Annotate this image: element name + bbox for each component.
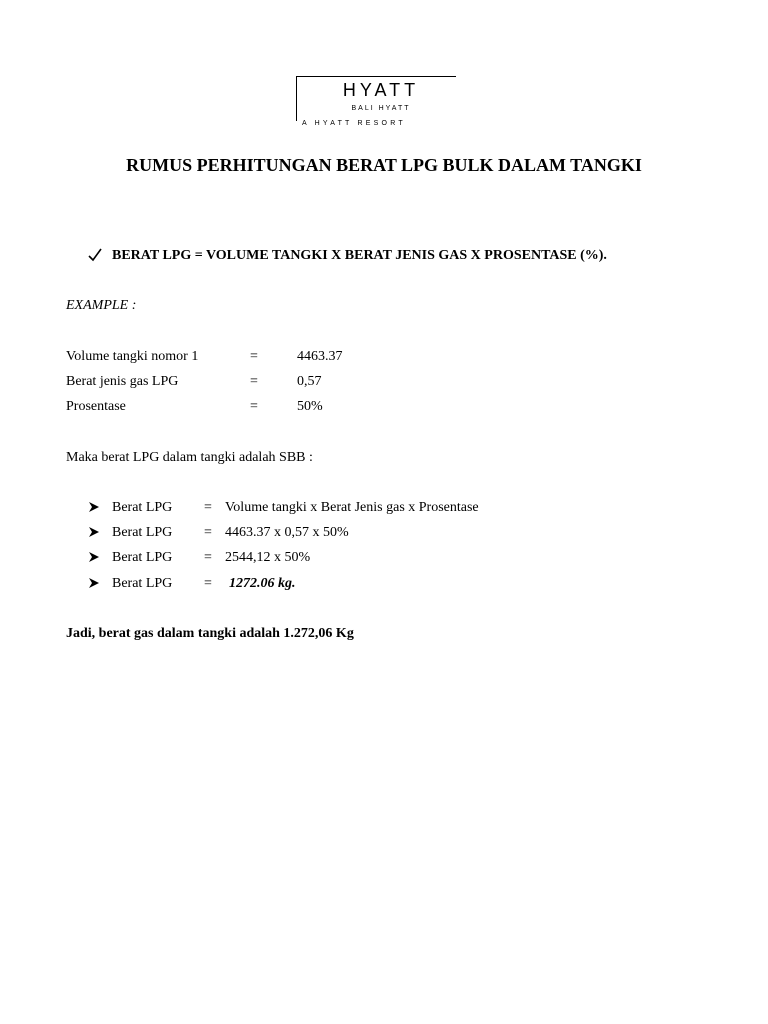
param-value: 0,57 (297, 374, 322, 389)
example-label: EXAMPLE : (66, 298, 137, 313)
step-result-value: 1272.06 kg. (229, 576, 296, 591)
param-row (0, 399, 768, 419)
arrowhead-bullet-icon (88, 550, 104, 564)
param-label: Volume tangki nomor 1 (66, 349, 199, 364)
conclusion-text: Jadi, berat gas dalam tangki adalah 1.272,06 Kg (66, 626, 354, 641)
step-value: Volume tangki x Berat Jenis gas x Prosentase (225, 500, 479, 515)
param-row (0, 374, 768, 394)
step-equals: = (204, 576, 212, 591)
step-value: 4463.37 x 0,57 x 50% (225, 525, 349, 540)
calculation-step (0, 500, 768, 520)
arrowhead-bullet-icon (88, 576, 104, 590)
intro-text: Maka berat LPG dalam tangki adalah SBB : (66, 450, 313, 465)
hyatt-logo (296, 76, 458, 134)
step-equals: = (204, 525, 212, 540)
arrowhead-bullet-icon (88, 500, 104, 514)
param-value: 50% (297, 399, 323, 414)
logo-frame-left (296, 76, 297, 121)
calculation-step (0, 576, 768, 596)
param-row (0, 349, 768, 369)
arrowhead-bullet-icon (88, 525, 104, 539)
step-label: Berat LPG (112, 576, 173, 591)
calculation-step (0, 550, 768, 570)
calculation-step (0, 525, 768, 545)
check-icon (88, 247, 108, 268)
document-title: RUMUS PERHITUNGAN BERAT LPG BULK DALAM TANGKI (126, 155, 642, 175)
param-equals: = (250, 374, 258, 389)
param-label: Prosentase (66, 399, 126, 414)
formula-text: BERAT LPG = VOLUME TANGKI X BERAT JENIS GAS X PROSENTASE (%). (112, 248, 607, 263)
logo-brand-text: HYATT (342, 80, 420, 100)
step-label: Berat LPG (112, 525, 173, 540)
step-label: Berat LPG (112, 500, 173, 515)
logo-tagline: A HYATT RESORT (302, 120, 406, 127)
logo-subline: BALI HYATT (351, 105, 411, 112)
logo-frame-top (296, 76, 456, 77)
param-value: 4463.37 (297, 349, 343, 364)
param-label: Berat jenis gas LPG (66, 374, 179, 389)
step-label: Berat LPG (112, 550, 173, 565)
param-equals: = (250, 349, 258, 364)
step-equals: = (204, 500, 212, 515)
step-equals: = (204, 550, 212, 565)
param-equals: = (250, 399, 258, 414)
step-value: 2544,12 x 50% (225, 550, 311, 565)
